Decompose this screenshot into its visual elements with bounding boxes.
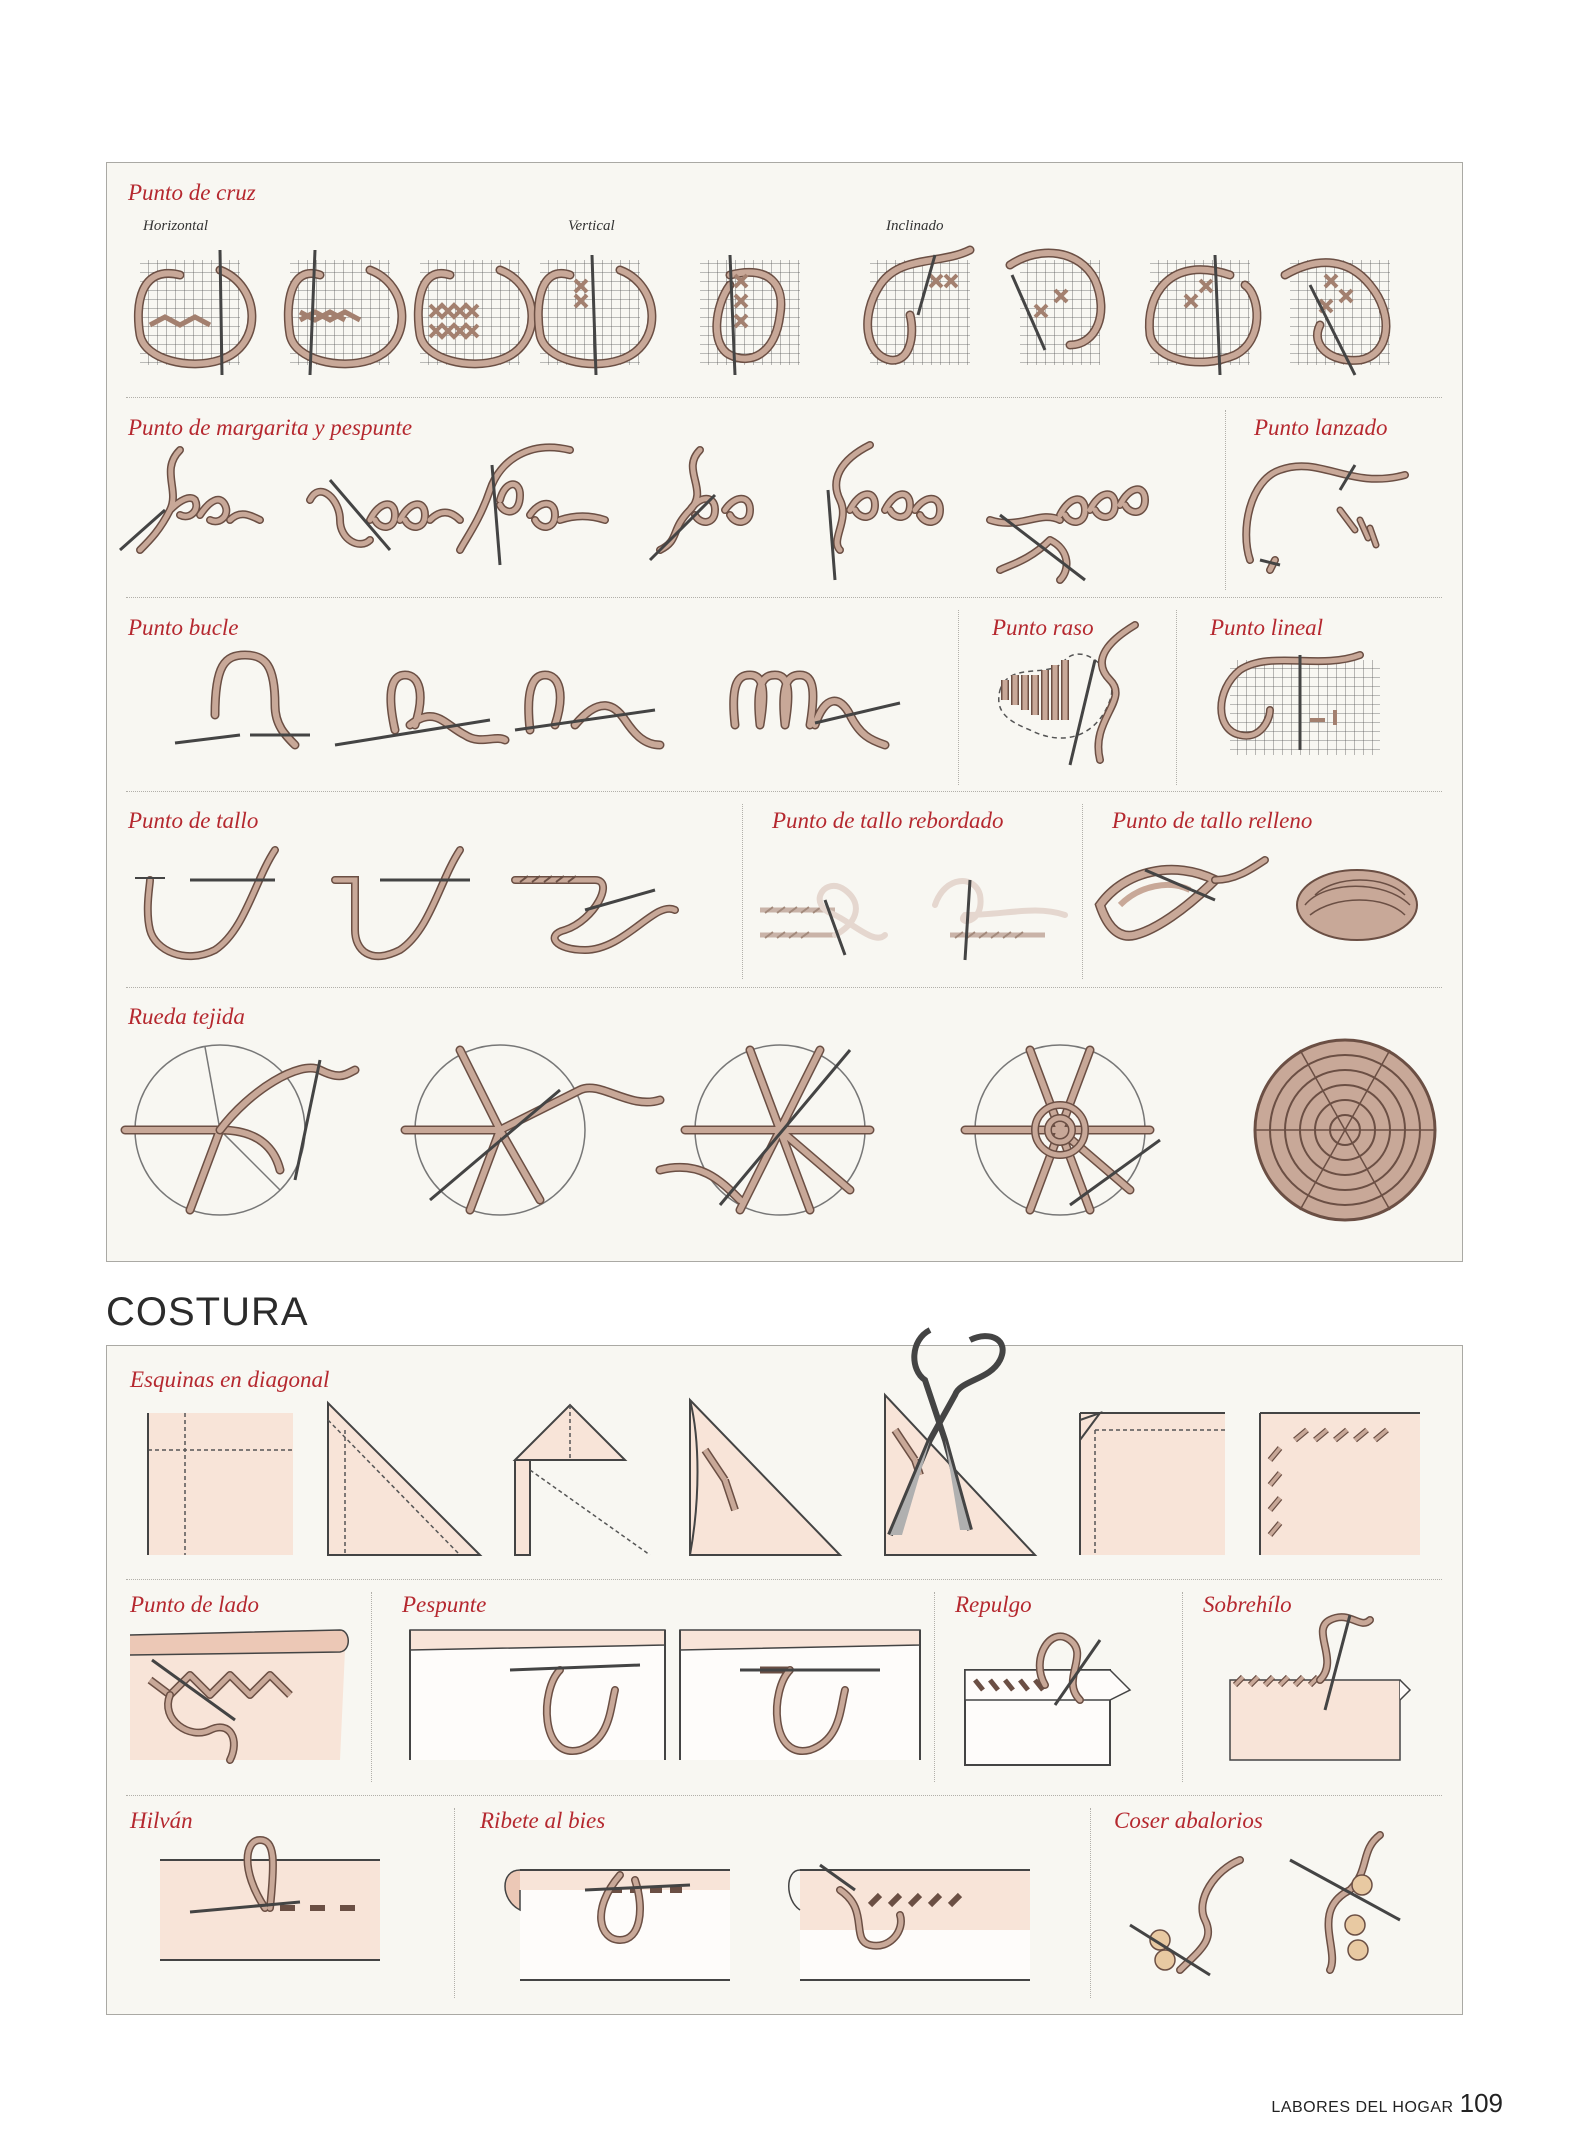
daisy-stitch-illustrations <box>120 440 1220 590</box>
straight-stitch-title: Punto lanzado <box>1254 415 1388 440</box>
cross-horizontal-label: Horizontal <box>143 218 209 234</box>
bias-binding-title: Ribete al bies <box>480 1808 606 1833</box>
cross-stitch-title: Punto de cruz <box>128 180 256 205</box>
mitre-corners-title: Esquinas en diagonal <box>130 1367 330 1392</box>
separator <box>371 1592 372 1782</box>
sew-beads-illustrations <box>1120 1830 1440 1990</box>
beads-diagram <box>1130 1860 1240 1975</box>
cross-stitch-illustrations <box>130 245 1420 385</box>
backstitch-diagram <box>680 1630 920 1760</box>
cross-inclined-label: Inclinado <box>886 218 944 234</box>
beads-diagram <box>1290 1835 1400 1970</box>
separator <box>126 791 1442 792</box>
bias-diagram <box>789 1865 1030 1980</box>
separator <box>1090 1808 1091 1998</box>
side-stitch-illustration <box>130 1620 360 1770</box>
daisy-stitch-diagram <box>310 480 460 550</box>
stem-edged-diagram <box>935 880 1065 960</box>
woven-wheel-diagram <box>1255 1040 1435 1220</box>
separator <box>126 597 1442 598</box>
bias-binding-illustrations <box>480 1830 1060 1990</box>
loop-stitch-diagram <box>515 675 660 745</box>
backstitch-illustrations <box>400 1620 920 1770</box>
straight-stitch-illustration <box>1240 450 1420 580</box>
separator <box>126 1795 1442 1796</box>
overcast-stitch-title: Sobrehílo <box>1203 1592 1292 1617</box>
separator <box>1082 804 1083 979</box>
cross-stitch-diagram <box>538 255 652 375</box>
stem-edged-title: Punto de tallo rebordado <box>772 808 1004 833</box>
cross-stitch-diagram <box>1149 255 1257 375</box>
woven-wheel-diagram <box>965 1045 1160 1215</box>
loop-stitch-illustrations <box>170 645 940 775</box>
page-number: 109 <box>1459 2088 1503 2118</box>
section-heading: COSTURA <box>106 1290 309 1334</box>
mitre-diagram <box>1260 1413 1420 1555</box>
separator <box>934 1592 935 1782</box>
daisy-stitch-title: Punto de margarita y pespunte <box>128 415 413 440</box>
separator <box>126 1579 1442 1580</box>
daisy-stitch-diagram <box>460 447 605 565</box>
stem-filled-diagram <box>1100 860 1265 936</box>
separator <box>126 987 1442 988</box>
mitre-diagram <box>1080 1413 1225 1555</box>
loop-stitch-diagram <box>335 675 505 745</box>
stem-stitch-diagram <box>515 876 675 950</box>
stem-stitch-diagram <box>335 850 470 956</box>
side-stitch-title: Punto de lado <box>130 1592 260 1617</box>
cross-vertical-label: Vertical <box>568 218 615 234</box>
separator <box>742 804 743 979</box>
mitre-corners-illustrations <box>140 1320 1420 1565</box>
woven-wheel-diagram <box>660 1045 870 1215</box>
daisy-stitch-diagram <box>990 489 1145 580</box>
mitre-diagram <box>690 1400 840 1555</box>
woven-wheel-diagram <box>405 1045 660 1215</box>
daisy-stitch-diagram <box>650 450 750 560</box>
bias-diagram <box>505 1870 730 1980</box>
sew-beads-title: Coser abalorios <box>1114 1808 1263 1833</box>
basting-title: Hilván <box>130 1808 193 1833</box>
stem-edged-diagram <box>760 886 885 955</box>
stem-stitch-illustrations <box>135 840 735 980</box>
stem-stitch-diagram <box>135 850 275 956</box>
linear-stitch-illustration <box>1210 650 1390 770</box>
backstitch-diagram <box>410 1630 665 1760</box>
cross-stitch-diagram <box>1010 253 1101 365</box>
daisy-stitch-diagram <box>828 445 940 580</box>
separator <box>454 1808 455 1998</box>
stem-edged-illustrations <box>755 845 1075 975</box>
hem-stitch-title: Repulgo <box>955 1592 1032 1617</box>
overcast-stitch-illustration <box>1210 1610 1420 1780</box>
stem-filled-illustrations <box>1095 850 1435 965</box>
mitre-diagram <box>885 1330 1035 1555</box>
separator <box>126 397 1442 398</box>
cross-stitch-diagram <box>288 250 402 375</box>
backstitch-title: Pespunte <box>402 1592 487 1617</box>
loop-stitch-diagram <box>734 675 900 745</box>
page-footer <box>1271 2088 1503 2119</box>
separator <box>1182 1592 1183 1782</box>
stem-filled-title: Punto de tallo relleno <box>1112 808 1313 833</box>
separator <box>1225 410 1226 590</box>
woven-wheel-illustrations <box>120 1030 1420 1230</box>
daisy-stitch-diagram <box>120 450 260 550</box>
satin-stitch-illustration <box>990 620 1160 780</box>
loop-stitch-title: Punto bucle <box>128 615 239 640</box>
cross-stitch-diagram <box>700 255 800 375</box>
mitre-diagram <box>148 1413 293 1555</box>
woven-wheel-diagram <box>125 1045 355 1215</box>
stem-filled-diagram <box>1297 870 1417 940</box>
cross-stitch-diagram <box>138 250 252 375</box>
satin-stitch-title: Punto raso <box>992 615 1094 640</box>
footer-label: LABORES DEL HOGAR <box>1271 2099 1454 2116</box>
loop-stitch-diagram <box>175 655 310 745</box>
hem-stitch-illustration <box>960 1620 1160 1770</box>
separator <box>1176 610 1177 785</box>
linear-stitch-title: Punto lineal <box>1210 615 1324 640</box>
separator <box>958 610 959 785</box>
cross-stitch-diagram <box>418 260 532 365</box>
mitre-diagram <box>515 1405 650 1555</box>
basting-illustration <box>150 1830 390 1980</box>
cross-stitch-diagram <box>1285 260 1390 375</box>
mitre-diagram <box>328 1403 480 1555</box>
cross-stitch-diagram <box>868 250 970 365</box>
woven-wheel-title: Rueda tejida <box>128 1004 245 1029</box>
stem-stitch-title: Punto de tallo <box>128 808 259 833</box>
